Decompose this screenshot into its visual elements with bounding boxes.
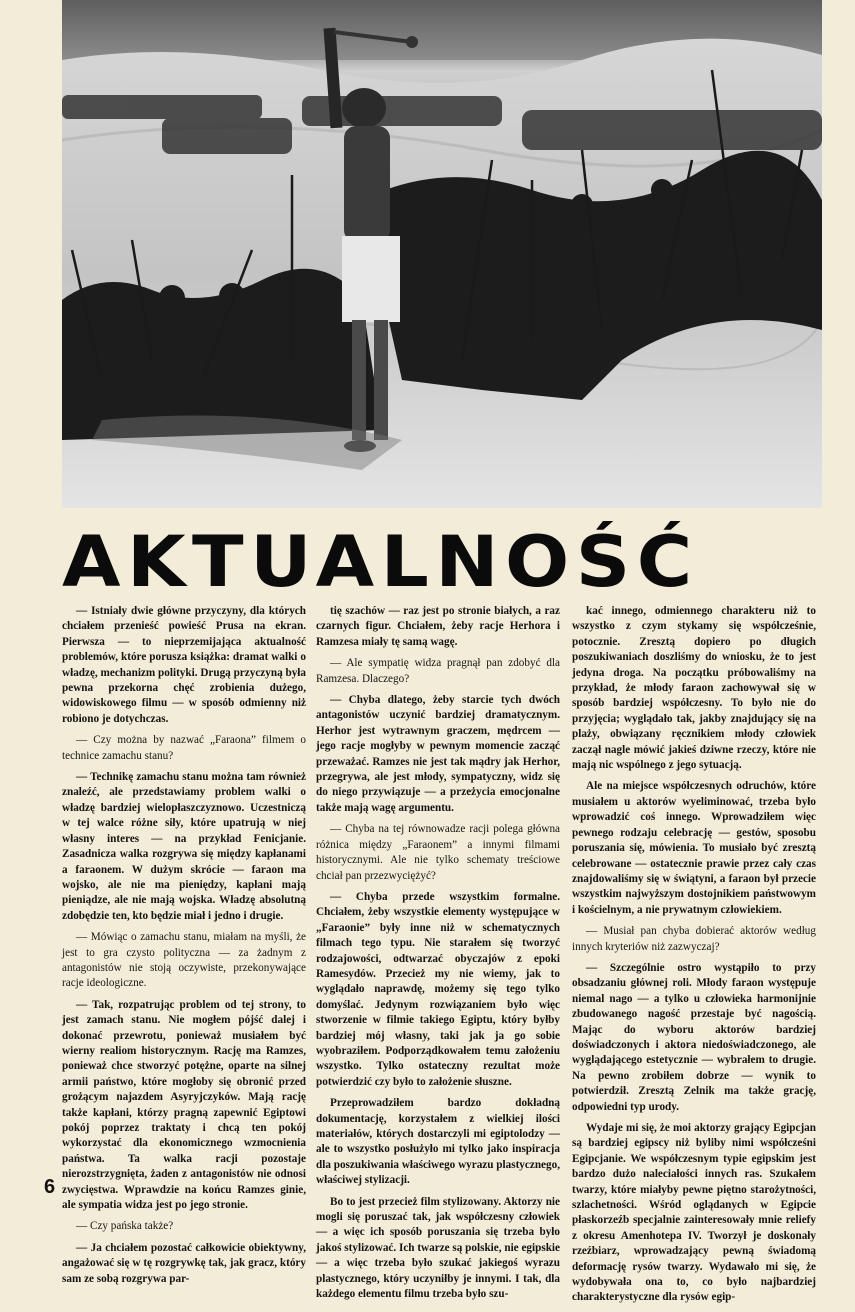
interview-question: — Czy można by nazwać „Faraona” filmem o technice zamachu stanu? <box>62 734 306 762</box>
interview-answer: — Szczególnie ostro wystąpiło to przy obsadzaniu głównej roli. Młody faraon występuje niemal nago — a tylko u człowieka harmonijnie zbudowanego nagość przestaje być nagością. Mając do wyboru aktorów bardziej doświadczonych i aktora niedoświadczonego, ale wyglądającego estetycznie — wybrałem to drugie. Na pewno zrobiłem dobrze — wynik to potwierdził. Zresztą Zelnik ma także grację, odpowiedni typ urody. <box>572 961 816 1113</box>
interview-question: — Chyba na tej równowadze racji polega główna różnica między „Faraonem” a innymi filmami historycznymi. Ale nie tylko schematy treściowe chciał pan przezwyciężyć? <box>316 823 560 882</box>
interview-answer: — Technikę zamachu stanu można tam również znaleźć, ale przedstawiamy problem walki o władzę bardziej wielopłaszczyznowo. Uczestniczą w tej walce różne siły, które upatrują w niej własny interes — na przykład Fenicjanie. Zasadnicza walka rozgrywa się między kapłanami a faraonem. W dużym skrócie — faraon ma wojsko, ale nie ma pieniędzy, kapłani mają pieniądze, ale nie mają wojska. Władzę absolutną zdobędzie ten, kto będzie miał i jedno i drugie. <box>62 771 306 922</box>
interview-answer: — Tak, rozpatrując problem od tej strony, to jest zamach stanu. Nie mogłem pójść dalej i dokonać przewrotu, ponieważ musiałem być wierny realiom historycznym. Rację ma Ramzes, ponieważ chce stworzyć potężne, oparte na silnej armii państwo, które mogłoby się obronić przed grożącym najazdem Asyryjczyków. Mają rację także kapłani, którzy pragną zapewnić Egiptowi pokój poprzez traktaty i chcą ten pokój wykorzystać dla ekonomicznego wzmocnienia państwa. Ta walka racji pozostaje nierozstrzygnięta, żaden z antagonistów nie odnosi zwycięstwa. Wprawdzie na końcu Ramzes ginie, ale sympatia widza jest po jego stronie. <box>62 998 306 1212</box>
interview-answer: — Ja chciałem pozostać całkowicie obiektywny, angażować się w tę rozgrywkę tak, jak gracz, który sam ze sobą rozgrywa par- <box>62 1241 306 1285</box>
interview-answer: — Chyba dlatego, żeby starcie tych dwóch antagonistów uczynić bardziej dramatycznym. Herhor jest wytrawnym graczem, mędrcem — jego racje mogłyby w pewnym momencie zacząć przeważać. Ramzes nie jest tak mądry jak Herhor, przegrywa, ale jest młody, sympatyczny, widz się do niego przywiązuje — a przeżycia emocjonalne także mają wagę argumentu. <box>316 694 560 814</box>
article-headline: AKTUALNOŚĆ <box>62 521 699 603</box>
interview-question: — Mówiąc o zamachu stanu, miałam na myśli, że jest to gra czysto polityczna — za żadnym z antagonistów nie stoją oczywiste, przekonywające racje ideologiczne. <box>62 931 306 990</box>
interview-answer: tię szachów — raz jest po stronie białych, a raz czarnych figur. Chciałem, żeby racje Herhora i Ramzesa miały tę samą wagę. <box>316 605 560 648</box>
desert-scene-illustration <box>62 0 822 508</box>
interview-answer: — Istniały dwie główne przyczyny, dla których chciałem przenieść powieść Prusa na ekran. Pierwsza — to nieprzemijająca aktualność problemów, które porusza książka: dramat walki o władzę, mechanizm polityki. Drugą przyczyną była pewna przekorna chęć zrobienia dużego, widowiskowego filmu — w sposób odmienny niż robiono je dotychczas. <box>62 605 306 725</box>
interview-answer: — Chyba przede wszystkim formalne. Chciałem, żeby wszystkie elementy występujące w „Faraonie” były inne niż w schematycznych filmach tego typu. Nie starałem się tworzyć rodzajowości, odtwarzać obyczajów z epoki Ramesydów. Przecież my nie wiemy, jak to wyglądało naprawdę, możemy się tego tylko domyślać. Jedynym rozwiązaniem było więc stworzenie w filmie takiego Egiptu, który byłby bardziej mój własny, taki jak ja go sobie wyobraziłem. Podporządkowałem temu założeniu wszystko. Tylko ostateczny rezultat może potwierdzić czy było to założenie słuszne. <box>316 890 560 1088</box>
text-column-3 <box>572 604 816 1312</box>
interview-answer: Wydaje mi się, że moi aktorzy grający Egipcjan są bardziej egipscy niż byliby nimi współcześni Egipcjanie. We współczesnym typie egipskim jest bardzo dużo naleciałości innych ras. Szukałem twarzy, które miałyby pewne piętno starożytności, szlachetności. Wśród oglądanych w Egipcie płaskorzeźb specjalnie zainteresowały mnie reliefy z okresu Amenhotepa IV. Tworzył je doskonały rzeźbiarz, wprowadzający pewną świadomą deformację rysów twarzy. Wydawało mi się, że wydobywała ona to, co było najbardziej charakterystyczne dla rysów egip- <box>572 1122 816 1304</box>
interview-answer: Ale na miejsce współczesnych odruchów, które musiałem u aktorów wyeliminować, trzeba było wprowadzić coś innego. Wprowadziłem więc pewnego rodzaju celebrację — gestów, sposobu poruszania się, mówienia. To musiało być zresztą celebrowane — ostatecznie prawie przez cały czas znajdowaliśmy się w świątyni, a faraon był przecie wszystkim najwyższym dostojnikiem państwowym i kościelnym, a nie prywatnym człowiekiem. <box>572 780 816 916</box>
interview-question: — Musiał pan chyba dobierać aktorów według innych kryteriów niż zazwyczaj? <box>572 925 816 953</box>
film-still-photo <box>62 0 822 508</box>
text-column-2 <box>316 604 560 1308</box>
text-column-1 <box>62 604 306 1293</box>
page-number: 6 <box>44 1176 56 1198</box>
interview-question: — Ale sympatię widza pragnął pan zdobyć dla Ramzesa. Dlaczego? <box>316 657 560 685</box>
interview-answer: Bo to jest przecież film stylizowany. Aktorzy nie mogli się poruszać tak, jak współczesny człowiek — a więc ich sposób poruszania się trzeba było jakoś stylizować. Ich twarze są polskie, nie egipskie — a więc trzeba było szukać jakiegoś wyrazu plastycznego, który uczyniłby je innymi. I tak, dla każdego elementu filmu trzeba było szu- <box>316 1195 560 1301</box>
interview-answer: kać innego, odmiennego charakteru niż to wszystko z czym stykamy się współcześnie, potocznie. Zresztą dopiero po długich poszukiwaniach doszliśmy do wniosku, że to jest jedyna droga. Na początku próbowaliśmy na przykład, że młody faraon zachowywał się w sposób bardziej współczesny. To było nie do przyjęcia; wyglądało tak, jakby znajdujący się na plaży, obwiązany ręcznikiem młody człowiek zaczął nagle mówić jakieś dziwne rzeczy, które nie mają nic wspólnego z jego sytuacją. <box>572 605 816 772</box>
interview-answer: Przeprowadziłem bardzo dokładną dokumentację, korzystałem z wielkiej ilości materiałów, których dostarczyli mi egiptolodzy — ale to wszystko posłużyło mi tylko jako inspiracja dla poszukiwania właściwego wyrazu plastycznego, właściwej stylizacji. <box>316 1097 560 1187</box>
interview-question: — Czy pańska także? <box>76 1220 174 1233</box>
